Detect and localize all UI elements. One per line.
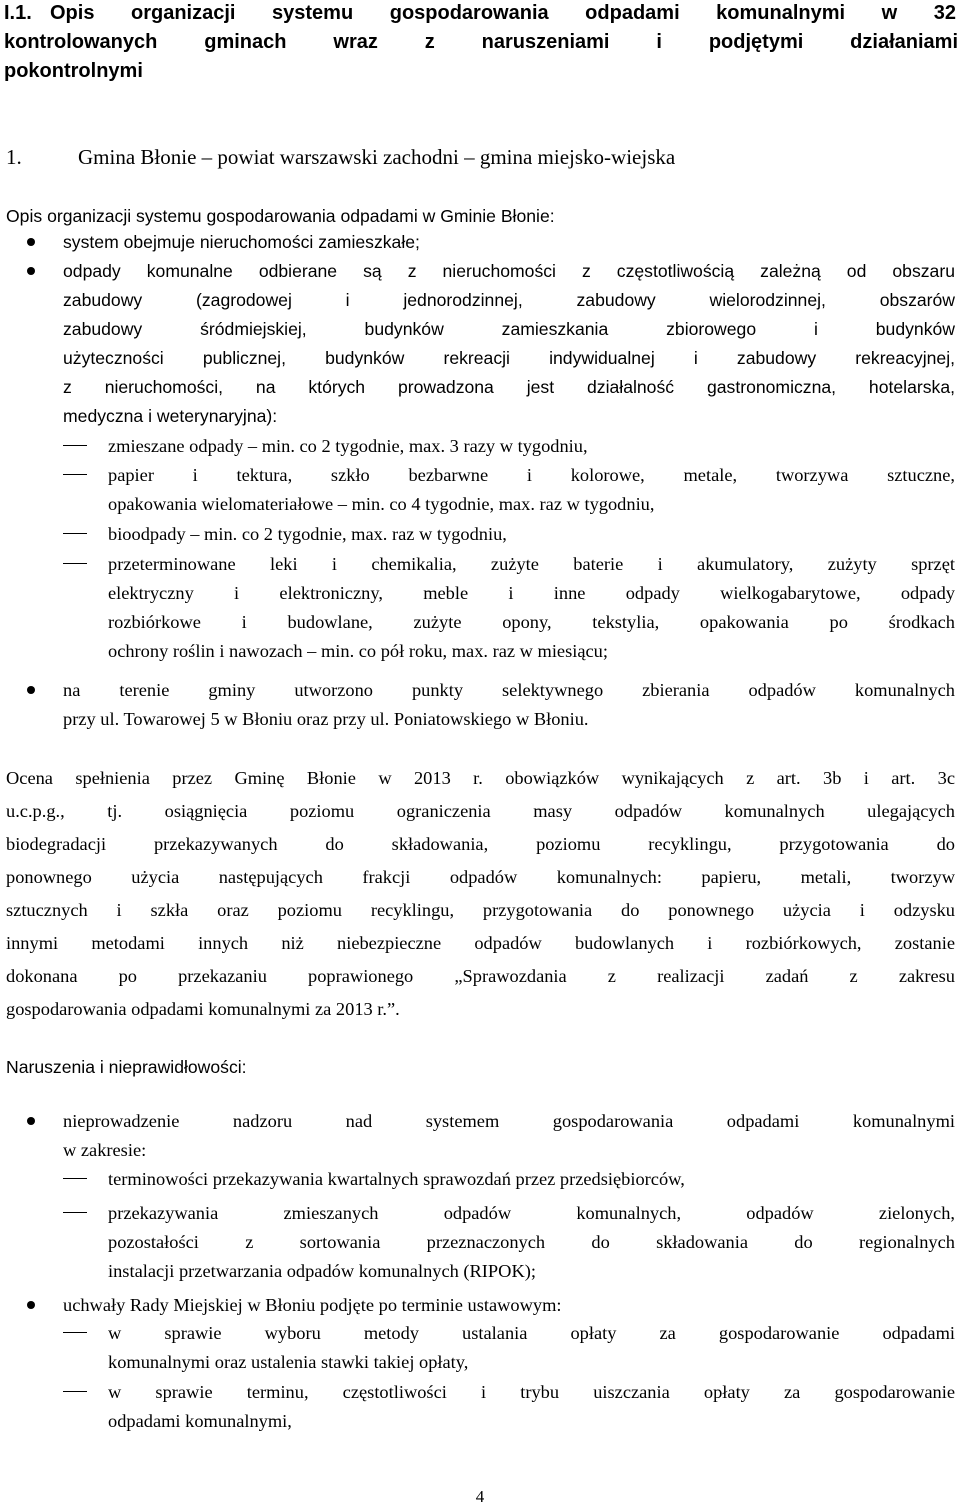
bullet-icon xyxy=(27,1117,35,1125)
opis-dash-4-line: ochrony roślin i nawozach – min. co pół roku, max. raz w miesiącu; xyxy=(108,641,608,661)
bullet-icon xyxy=(27,686,35,694)
naruszenie-2-dash-2-line: w sprawie terminu, częstotliwości i trybu uiszczania opłaty za gospodarowanie xyxy=(108,1382,955,1402)
opis-bullet-2-line: z nieruchomości, na których prowadzona jest działalność gastronomiczna, hotelarska, xyxy=(63,377,955,397)
naruszenie-2-dash-2-line: odpadami komunalnymi, xyxy=(108,1411,292,1431)
opis-dash-2-line: papier i tektura, szkło bezbarwne i kolorowe, metale, tworzywa sztuczne, xyxy=(108,465,955,485)
naruszenia-heading: Naruszenia i nieprawidłowości: xyxy=(6,1057,247,1077)
naruszenie-1-dash-2-line: pozostałości z sortowania przeznaczonych do składowania do regionalnych xyxy=(108,1232,955,1252)
opis-dash-1: zmieszane odpady – min. co 2 tygodnie, max. 3 razy w tygodniu, xyxy=(108,436,588,456)
section-title-line-3: pokontrolnymi xyxy=(4,60,143,82)
ocena-line: dokonana po przekazaniu poprawionego „Sprawozdania z realizacji zadań z zakresu xyxy=(6,966,955,986)
naruszenie-1-line: w zakresie: xyxy=(63,1140,147,1160)
naruszenie-1-dash-2-line: przekazywania zmieszanych odpadów komunalnych, odpadów zielonych, xyxy=(108,1203,955,1223)
dash-icon xyxy=(63,1332,87,1333)
opis-bullet-1: system obejmuje nieruchomości zamieszkałe; xyxy=(63,232,420,252)
dash-icon xyxy=(63,1391,87,1392)
bullet-icon xyxy=(27,238,35,246)
gmina-title: Gmina Błonie – powiat warszawski zachodni – gmina miejsko-wiejska xyxy=(78,145,676,169)
naruszenie-1-dash-1: terminowości przekazywania kwartalnych sprawozdań przez przedsiębiorców, xyxy=(108,1169,685,1189)
naruszenie-1-line: nieprowadzenie nadzoru nad systemem gospodarowania odpadami komunalnymi xyxy=(63,1111,955,1131)
dash-icon xyxy=(63,1212,87,1213)
naruszenie-2: uchwały Rady Miejskiej w Błoniu podjęte po terminie ustawowym: xyxy=(63,1295,562,1315)
dash-icon xyxy=(63,445,87,446)
dash-icon xyxy=(63,1178,87,1179)
section-number: I.1. xyxy=(4,2,32,24)
ocena-line: sztucznych i szkła oraz poziomu recyklingu, przygotowania do ponownego użycia i odzysku xyxy=(6,900,955,920)
opis-bullet-2-line: zabudowy śródmiejskiej, budynków zamieszkania zbiorowego i budynków xyxy=(63,319,955,339)
dash-icon xyxy=(63,474,87,475)
ocena-line: biodegradacji przekazywanych do składowania, poziomu recyklingu, przygotowania do xyxy=(6,834,955,854)
dash-icon xyxy=(63,533,87,534)
gmina-number: 1. xyxy=(6,145,22,169)
section-title-line-1: Opis organizacji systemu gospodarowania odpadami komunalnymi w 32 xyxy=(50,2,956,24)
opis-dash-4-line: rozbiórkowe i budowlane, zużyte opony, tekstylia, opakowania po środkach xyxy=(108,612,955,632)
opis-intro: Opis organizacji systemu gospodarowania odpadami w Gminie Błonie: xyxy=(6,206,555,226)
opis-bullet-2-line: medyczna i weterynaryjna): xyxy=(63,406,278,426)
opis-bullet-2-line: użyteczności publicznej, budynków rekreacji indywidualnej i zabudowy rekreacyjnej, xyxy=(63,348,955,368)
bullet-icon xyxy=(27,1301,35,1309)
opis-bullet-2-line: odpady komunalne odbierane są z nieruchomości z częstotliwością zależną od obszaru xyxy=(63,261,955,281)
ocena-line: gospodarowania odpadami komunalnymi za 2013 r.”. xyxy=(6,999,400,1019)
ocena-line: u.c.p.g., tj. osiągnięcia poziomu ograniczenia masy odpadów komunalnych ulegających xyxy=(6,801,955,821)
opis-dash-3: bioodpady – min. co 2 tygodnie, max. raz w tygodniu, xyxy=(108,524,507,544)
ocena-line: ponownego użycia następujących frakcji odpadów komunalnych: papieru, metali, tworzyw xyxy=(6,867,955,887)
naruszenie-2-dash-1-line: komunalnymi oraz ustalenia stawki takiej opłaty, xyxy=(108,1352,469,1372)
ocena-line: Ocena spełnienia przez Gminę Błonie w 2013 r. obowiązków wynikających z art. 3b i art. 3c xyxy=(6,768,955,788)
opis-bullet-2-line: zabudowy (zagrodowej i jednorodzinnej, zabudowy wielorodzinnej, obszarów xyxy=(63,290,955,310)
naruszenie-2-dash-1-line: w sprawie wyboru metody ustalania opłaty za gospodarowanie odpadami xyxy=(108,1323,955,1343)
bullet-icon xyxy=(27,267,35,275)
naruszenie-1-dash-2-line: instalacji przetwarzania odpadów komunalnych (RIPOK); xyxy=(108,1261,536,1281)
opis-bullet-3-line: przy ul. Towarowej 5 w Błoniu oraz przy ul. Poniatowskiego w Błoniu. xyxy=(63,709,589,729)
opis-dash-4-line: elektryczny i elektroniczny, meble i inne odpady wielkogabarytowe, odpady xyxy=(108,583,955,603)
opis-dash-2-line: opakowania wielomateriałowe – min. co 4 tygodnie, max. raz w tygodniu, xyxy=(108,494,655,514)
page-number: 4 xyxy=(475,1487,485,1506)
opis-dash-4-line: przeterminowane leki i chemikalia, zużyte baterie i akumulatory, zużyty sprzęt xyxy=(108,554,955,574)
ocena-line: innymi metodami innych niż niebezpieczne odpadów budowlanych i rozbiórkowych, zostanie xyxy=(6,933,955,953)
opis-bullet-3-line: na terenie gminy utworzono punkty selektywnego zbierania odpadów komunalnych xyxy=(63,680,955,700)
section-title-line-2: kontrolowanych gminach wraz z naruszeniami i podjętymi działaniami xyxy=(4,31,958,53)
dash-icon xyxy=(63,563,87,564)
